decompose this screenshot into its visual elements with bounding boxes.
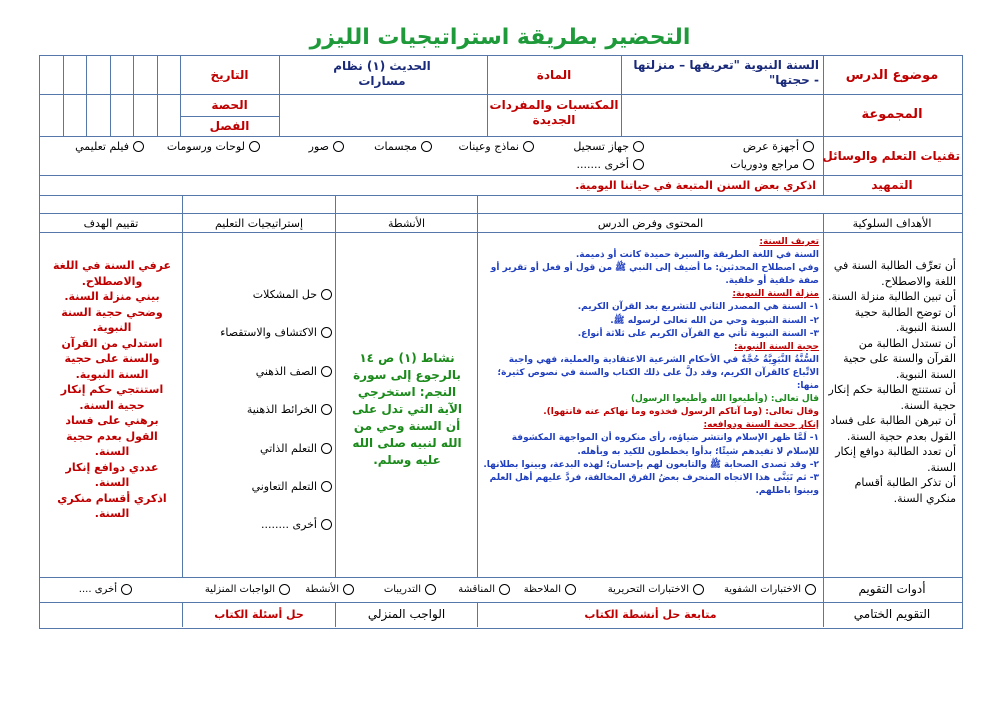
homework-label: الواجب المنزلي <box>367 607 446 621</box>
group-label: المجموعة <box>861 107 923 122</box>
checkbox-icon <box>803 141 814 152</box>
evaluation-item: عرفي السنة في اللغة والاصطلاح. <box>52 259 172 288</box>
divider <box>110 55 111 137</box>
divider <box>133 55 134 137</box>
period-label: الحصة <box>211 98 248 112</box>
tech-option-label: أخرى ....... <box>576 158 629 171</box>
checkbox-icon <box>333 141 344 152</box>
strategy-other[interactable] <box>261 517 332 532</box>
content-text: ٣- السنة النبوية تأتي مع القرآن الكريم على ثلاثة أنواع. <box>577 328 819 339</box>
checkbox-icon <box>321 327 332 338</box>
content-text: ٢- السنة النبوية وحي من الله تعالى لرسوله ﷺ. <box>610 315 819 326</box>
divider <box>180 116 279 117</box>
objective-item: أن تستدل الطالبة من القرآن والسنة على حجية السنة النبوية. <box>843 336 956 381</box>
tech-option-film[interactable] <box>75 139 144 154</box>
strategy-mind-maps[interactable] <box>247 402 332 417</box>
objective-item: أن تبرهن الطالبة على فساد القول بعدم حجية السنة. <box>830 414 956 443</box>
objective-item: أن توضح الطالبة حجية السنة النبوية. <box>854 305 956 334</box>
checkbox-icon <box>321 481 332 492</box>
checkbox-icon <box>523 141 534 152</box>
lesson-topic-label: موضوع الدرس <box>845 68 939 83</box>
tech-label: تقنيات التعلم والوسائل <box>822 149 960 163</box>
objectives-list <box>828 258 956 506</box>
evaluation-list <box>48 258 176 522</box>
tool-exercises[interactable] <box>384 582 436 597</box>
tech-option-pictures[interactable] <box>309 139 344 154</box>
strategy-label: حل المشكلات <box>252 288 317 301</box>
tool-label: المناقشة <box>458 584 495 595</box>
final-assessment-value: متابعة حل أنشطة الكتاب <box>584 608 717 621</box>
divider <box>86 55 87 137</box>
evaluation-item: استدلي من القرآن والسنة على حجية السنة النبوية. <box>61 336 163 381</box>
tech-option-label: لوحات ورسومات <box>166 140 245 153</box>
tool-written-tests[interactable] <box>608 582 704 597</box>
content-heading: إنكار حجية السنة ودوافعه: <box>703 420 819 431</box>
intro-label: التمهيد <box>871 178 913 192</box>
activities-header: الأنشطة <box>387 217 426 230</box>
divider <box>182 195 183 578</box>
objective-item: أن تستنتج الطالبة حكم إنكار حجية السنة. <box>828 383 956 412</box>
tech-option-label: مراجع ودوريات <box>730 158 799 171</box>
strategy-label: أخرى ........ <box>260 518 317 531</box>
divider <box>157 55 158 137</box>
divider <box>335 195 336 578</box>
strategy-problem-solving[interactable] <box>253 287 332 302</box>
tech-option-label: أجهزة عرض <box>742 140 799 153</box>
content-header: المحتوى وفرض الدرس <box>597 217 704 230</box>
strategy-label: الخرائط الذهنية <box>246 403 317 416</box>
divider <box>279 55 280 137</box>
new-terms-label: المكتسبات والمفردات الجديدة <box>489 98 619 127</box>
content-text: قال تعالى: (وأطيعوا الله وأطيعوا الرسول) <box>630 394 819 405</box>
checkbox-icon <box>133 141 144 152</box>
activity-title: نشاط (١) ص ١٤ <box>359 351 455 365</box>
evaluation-header: تقييم الهدف <box>83 217 139 230</box>
objective-item: أن تبين الطالبة منزلة السنة. <box>827 290 956 303</box>
content-text: السنة في اللغة الطريقة والسيرة حميدة كانت أو ذميمة. <box>575 250 819 261</box>
checkbox-icon <box>279 584 290 595</box>
tool-other[interactable] <box>79 582 132 597</box>
checkbox-icon <box>499 584 510 595</box>
strategy-discovery[interactable] <box>220 325 332 340</box>
checkbox-icon <box>321 443 332 454</box>
tool-label: الاختبارات التحريرية <box>607 584 689 595</box>
content-text: ١- لَمَّا ظهر الإسلام وانتشر ضياؤه، رأى منكروه أن المواجهة المكشوفة للإسلام لا تفيدهم شيئًا؛ بدأوا يخططون للكيد به وبأهله. <box>511 433 819 457</box>
tech-option-solids[interactable] <box>374 139 432 154</box>
checkbox-icon <box>249 141 260 152</box>
tech-option-label: فيلم تعليمي <box>75 140 129 153</box>
divider <box>39 175 963 176</box>
content-text: وفي اصطلاح المحدثين: ما أضيف إلى النبي ﷺ من قول أو فعل أو تقرير أو صفة خلقية أو خلقية. <box>490 263 819 287</box>
class-label: الفصل <box>209 119 250 133</box>
strategy-label: الاكتشاف والاستقصاء <box>220 326 317 339</box>
evaluation-item: اذكري أقسام منكري السنة. <box>57 491 167 520</box>
tech-option-models[interactable] <box>459 139 535 154</box>
divider <box>39 577 963 578</box>
strategy-cooperative[interactable] <box>252 479 332 494</box>
divider <box>63 55 64 137</box>
strategy-label: التعلم الذاتي <box>260 442 317 455</box>
checkbox-icon <box>321 404 332 415</box>
content-text: ١- السنة هي المصدر الثاني للتشريع بعد القرآن الكريم. <box>577 302 819 313</box>
divider <box>39 94 963 95</box>
page-title: التحضير بطريقة استراتيجيات الليزر <box>309 25 691 50</box>
divider <box>39 136 963 137</box>
activity-text: بالرجوع إلى سورة النجم: استخرجي الآية التي تدل على أن السنة وحي من الله لنبيه صلى الله عليه وسلم. <box>351 368 463 467</box>
checkbox-icon <box>321 289 332 300</box>
tech-option-projectors[interactable] <box>743 139 814 154</box>
checkbox-icon <box>693 584 704 595</box>
divider <box>477 195 478 578</box>
divider <box>39 232 963 233</box>
strategies-header: إستراتيجيات التعليم <box>214 217 304 230</box>
tech-option-label: مجسمات <box>374 140 417 153</box>
divider <box>39 195 963 196</box>
tool-label: الاختبارات الشفوية <box>723 584 801 595</box>
evaluation-item: عددي دوافع إنكار السنة. <box>65 460 159 489</box>
objective-item: أن تعدد الطالبة دوافع إنكار السنة. <box>835 445 956 474</box>
tech-option-other[interactable] <box>576 157 644 172</box>
tech-option-label: صور <box>308 140 329 153</box>
tech-option-boards[interactable] <box>167 139 260 154</box>
tool-label: الواجبات المنزلية <box>204 584 275 595</box>
strategy-label: التعلم التعاوني <box>251 480 317 493</box>
content-heading: حجية السنة النبوية: <box>733 341 819 352</box>
tool-discussion[interactable] <box>458 582 510 597</box>
evaluation-item: وضحي حجية السنة النبوية. <box>61 305 163 334</box>
intro-text: اذكري بعض السنن المتبعة في حياتنا اليومية. <box>575 179 816 192</box>
content-heading: تعريف السنة: <box>759 237 819 247</box>
assessment-tools-label: أدوات التقويم <box>858 582 926 596</box>
divider <box>823 213 824 578</box>
tool-label: الأنشطة <box>305 584 339 595</box>
divider <box>39 213 963 214</box>
checkbox-icon <box>321 366 332 377</box>
tool-activities[interactable] <box>305 582 354 597</box>
content-text: ٢- وقد تصدى الصحابة ﷺ والتابعون لهم بإحسان؛ لهذه البدعة، وبينوا بطلانها. <box>483 459 819 470</box>
checkbox-icon <box>121 584 132 595</box>
lesson-topic-value: السنة النبوية "تعريفها – منزلتها - حجتها" <box>633 58 819 87</box>
divider <box>39 602 963 603</box>
checkbox-icon <box>633 141 644 152</box>
objective-item: أن تعرِّف الطالبة السنة في اللغة والاصطلاح. <box>833 259 956 288</box>
objective-item: أن تذكر الطالبة أقسام منكري السنة. <box>854 476 956 505</box>
tool-oral-tests[interactable] <box>724 582 816 597</box>
tool-observation[interactable] <box>524 582 576 597</box>
tech-option-recorder[interactable] <box>573 139 644 154</box>
tech-option-label: جهاز تسجيل <box>573 140 629 153</box>
checkbox-icon <box>321 519 332 530</box>
strategy-brainstorm[interactable] <box>256 364 332 379</box>
tool-homework[interactable] <box>205 582 290 597</box>
subject-label: المادة <box>536 68 572 82</box>
final-assessment-label: التقويم الختامي <box>853 607 931 621</box>
checkbox-icon <box>565 584 576 595</box>
hadith-value: الحديث (١) نظام مسارات <box>333 59 431 88</box>
tool-label: أخرى .... <box>78 584 117 595</box>
tool-label: التدريبات <box>383 584 421 595</box>
strategy-self-learning[interactable] <box>260 441 332 456</box>
activity-box <box>345 350 469 469</box>
date-label: التاريخ <box>210 68 249 82</box>
objectives-header: الأهداف السلوكية <box>852 217 932 230</box>
evaluation-item: برهني على فساد القول بعدم حجية السنة. <box>65 414 159 458</box>
checkbox-icon <box>421 141 432 152</box>
content-text: وقال تعالى: (وما آتاكم الرسول فخذوه وما نهاكم عنه فانتهوا). <box>543 407 819 418</box>
checkbox-icon <box>633 159 644 170</box>
evaluation-item: بيني منزلة السنة. <box>64 290 160 303</box>
tech-option-references[interactable] <box>730 157 814 172</box>
tech-option-label: نماذج وعينات <box>458 140 519 153</box>
evaluation-item: استنتجي حكم إنكار حجية السنة. <box>60 383 164 412</box>
content-heading: منزلة السنة النبوية: <box>732 289 819 300</box>
divider <box>621 55 622 137</box>
content-text: السُّنَّةُ النَّبَوِيَّةُ حُجَّةٌ في الأحكام الشرعية الاعتقادية والعملية، فهي واجبة الاتِّباع كالقرآن الكريم، وقد دلَّ على ذلك الكتاب والسنة في نصوص كثيرة؛ منها: <box>497 354 819 392</box>
tool-label: الملاحظة <box>523 584 561 595</box>
content-text: ٣- ثم تَبَنَّى هذا الاتجاه المنحرف بعضُ الفرق المخالفة، فردَّ عليهم أهل العلم وبينوا باطلهم. <box>489 472 819 496</box>
homework-value: حل أسئلة الكتاب <box>214 608 304 621</box>
content-body <box>482 236 819 498</box>
checkbox-icon <box>425 584 436 595</box>
checkbox-icon <box>803 159 814 170</box>
strategy-label: الصف الذهني <box>255 365 317 378</box>
checkbox-icon <box>343 584 354 595</box>
checkbox-icon <box>805 584 816 595</box>
